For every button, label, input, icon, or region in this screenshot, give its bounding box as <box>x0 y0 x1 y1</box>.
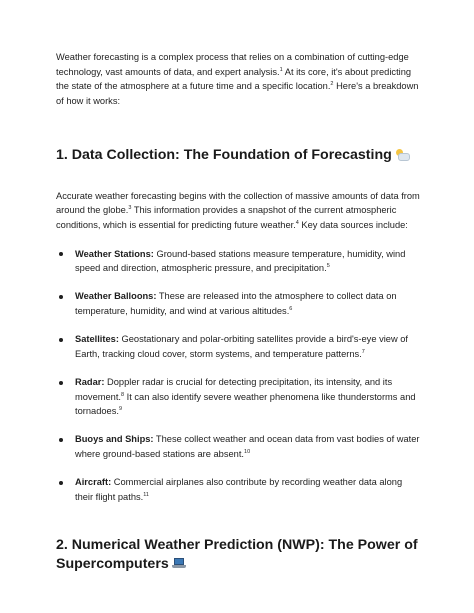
data-sources-list <box>56 247 422 505</box>
source-term: Buoys and Ships: <box>75 434 154 445</box>
bullet-icon <box>59 338 63 342</box>
source-desc: Commercial airplanes also contribute by recording weather data along their flight paths. <box>75 477 403 502</box>
para-text-2: This information provides a snapshot of the current atmospheric conditions, which is essential for predicting future weather. <box>56 205 397 231</box>
para-text-1: Accurate weather forecasting begins with the collection of massive amounts of data from around the globe. <box>56 190 420 216</box>
intro-paragraph <box>56 50 422 108</box>
laptop-icon <box>172 558 186 569</box>
footnote-ref[interactable]: 2 <box>330 81 334 88</box>
source-term: Radar: <box>75 377 105 387</box>
source-term: Weather Stations: <box>75 248 154 259</box>
footnote-ref[interactable]: 9 <box>118 406 122 413</box>
source-term: Aircraft: <box>75 477 112 488</box>
intro-text-1: Weather forecasting is a complex process that relies on a combination of cutting-edge technology, vast amounts of data, and expert analysis. <box>56 52 409 77</box>
footnote-ref[interactable]: 1 <box>279 66 283 73</box>
footnote-ref[interactable]: 3 <box>128 205 132 212</box>
bullet-icon <box>59 438 63 442</box>
footnote-ref[interactable]: 6 <box>289 305 293 312</box>
footnote-ref[interactable]: 7 <box>361 348 365 355</box>
bullet-icon <box>59 295 63 299</box>
footnote-ref[interactable]: 4 <box>295 219 299 226</box>
source-desc: These are released into the atmosphere to collect data on temperature, humidity, and wind at various altitudes. <box>75 291 397 317</box>
source-desc-tail: It can also identify severe weather phenomena like thunderstorms and tornadoes. <box>75 391 416 417</box>
list-item <box>56 432 422 461</box>
section-heading-text: 2. Numerical Weather Prediction (NWP): The Power of Supercomputers <box>56 537 418 572</box>
section-heading-data-collection <box>56 146 422 165</box>
list-item <box>56 375 422 419</box>
list-item <box>56 247 422 276</box>
data-collection-paragraph <box>56 189 422 233</box>
intro-text-3: Here's a breakdown of how it works: <box>56 81 419 106</box>
footnote-ref[interactable]: 11 <box>143 491 149 498</box>
source-desc: Ground-based stations measure temperature, humidity, wind speed and direction, atmospheric pressure, and precipitation. <box>75 248 406 274</box>
source-desc: Geostationary and polar-orbiting satellites provide a bird's-eye view of Earth, tracking cloud cover, storm systems, and temperature patterns. <box>75 334 409 359</box>
bullet-icon <box>59 481 63 485</box>
bullet-icon <box>59 252 63 256</box>
source-desc: Doppler radar is crucial for detecting precipitation, its intensity, and its movement. <box>75 377 393 402</box>
list-item <box>56 475 422 504</box>
footnote-ref[interactable]: 5 <box>326 263 330 270</box>
intro-text-2: At its core, it's about predicting the state of the atmosphere at a future time and a specific location. <box>56 66 412 92</box>
footnote-ref[interactable]: 10 <box>244 448 251 455</box>
list-item <box>56 332 422 361</box>
footnote-ref[interactable]: 8 <box>121 391 125 398</box>
section-heading-nwp <box>56 536 422 573</box>
bullet-icon <box>59 381 63 385</box>
list-item <box>56 289 422 318</box>
source-term: Satellites: <box>75 334 119 345</box>
source-term: Weather Balloons: <box>75 291 157 302</box>
sun-behind-cloud-icon <box>395 149 408 160</box>
source-desc: These collect weather and ocean data from vast bodies of water where ground-based stations are absent. <box>75 434 420 459</box>
section-heading-text: 1. Data Collection: The Foundation of Forecasting <box>56 147 392 164</box>
para-text-3: Key data sources include: <box>298 220 408 231</box>
